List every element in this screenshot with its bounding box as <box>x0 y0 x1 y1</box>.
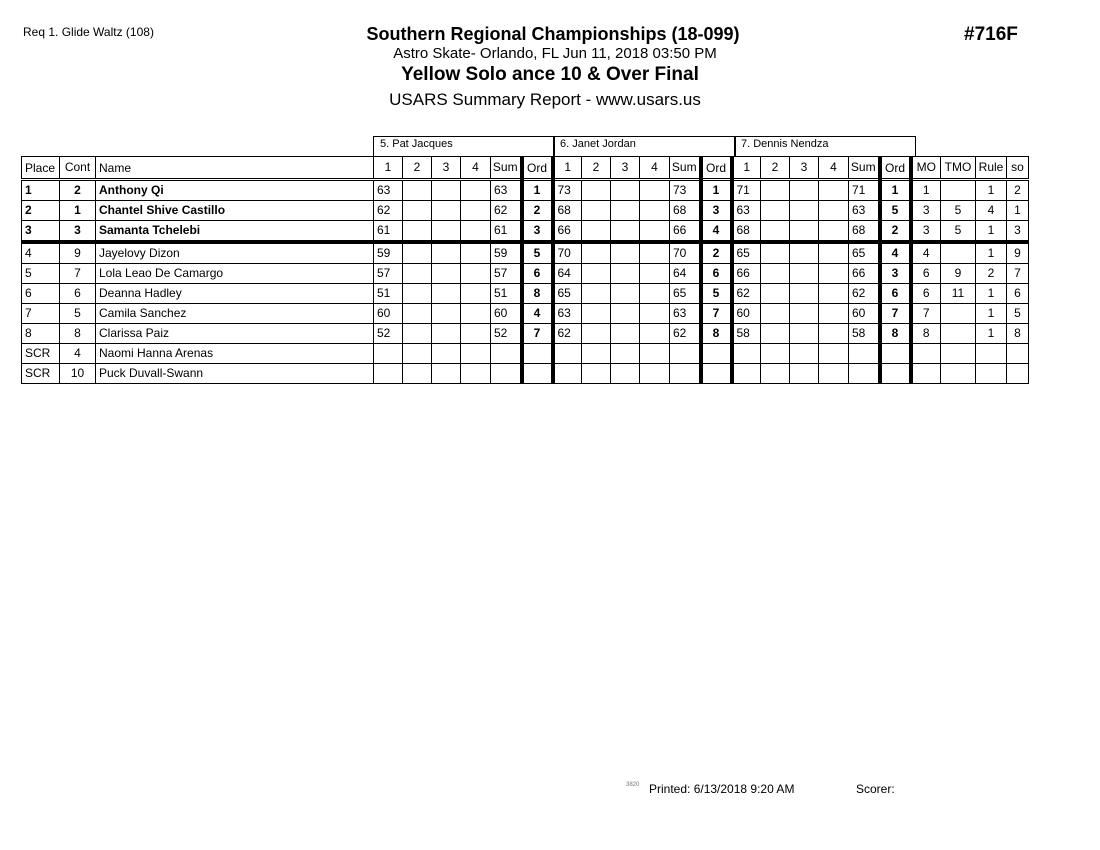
score-2-cell <box>403 284 432 304</box>
rule-cell <box>976 344 1007 364</box>
score-4-cell <box>640 284 670 304</box>
so-cell: 8 <box>1007 324 1029 344</box>
cont-cell: 8 <box>60 324 96 344</box>
score-1-cell: 71 <box>732 180 761 201</box>
col-header-j5-3: 3 <box>432 157 461 180</box>
score-1-cell: 66 <box>553 221 582 243</box>
so-cell: 6 <box>1007 284 1029 304</box>
score-1-cell <box>732 364 761 384</box>
score-3-cell <box>611 304 640 324</box>
score-3-cell <box>611 344 640 364</box>
score-1-cell: 65 <box>553 284 582 304</box>
mo-cell: 8 <box>911 324 941 344</box>
rule-cell: 4 <box>976 201 1007 221</box>
ordinal-cell: 5 <box>522 242 553 264</box>
ordinal-cell: 5 <box>701 284 732 304</box>
col-header-j7-4: 4 <box>819 157 849 180</box>
judge-header-7: 7. Dennis Nendza <box>734 136 916 156</box>
so-cell: 7 <box>1007 264 1029 284</box>
ordinal-cell <box>880 344 911 364</box>
sum-cell: 71 <box>849 180 880 201</box>
name-cell: Jayelovy Dizon <box>96 242 374 264</box>
col-header-j7-1: 1 <box>732 157 761 180</box>
score-2-cell <box>403 264 432 284</box>
score-4-cell <box>640 201 670 221</box>
score-4-cell <box>819 264 849 284</box>
score-2-cell <box>761 304 790 324</box>
score-3-cell <box>790 324 819 344</box>
ordinal-cell <box>701 364 732 384</box>
event-name: Yellow Solo ance 10 & Over Final <box>401 64 699 85</box>
score-4-cell <box>461 264 491 284</box>
sum-cell: 62 <box>491 201 522 221</box>
rule-cell: 1 <box>976 324 1007 344</box>
score-2-cell <box>761 180 790 201</box>
score-4-cell <box>461 324 491 344</box>
ordinal-cell: 2 <box>701 242 732 264</box>
place-cell: 6 <box>22 284 60 304</box>
score-1-cell: 73 <box>553 180 582 201</box>
score-1-cell: 68 <box>553 201 582 221</box>
col-header-j6-1: 1 <box>553 157 582 180</box>
name-cell: Samanta Tchelebi <box>96 221 374 243</box>
score-1-cell: 62 <box>732 284 761 304</box>
score-4-cell <box>819 344 849 364</box>
score-4-cell <box>819 242 849 264</box>
score-1-cell: 51 <box>374 284 403 304</box>
table-row <box>22 201 1029 221</box>
printed-timestamp: Printed: 6/13/2018 9:20 AM <box>649 782 795 796</box>
score-4-cell <box>461 221 491 243</box>
score-3-cell <box>611 201 640 221</box>
mo-cell: 1 <box>911 180 941 201</box>
score-2-cell <box>403 364 432 384</box>
score-3-cell <box>432 201 461 221</box>
cont-cell: 9 <box>60 242 96 264</box>
results-table <box>21 156 1029 384</box>
col-header-j5-2: 2 <box>403 157 432 180</box>
score-2-cell <box>582 221 611 243</box>
score-2-cell <box>761 242 790 264</box>
score-2-cell <box>761 221 790 243</box>
judge-header-6: 6. Janet Jordan <box>553 136 736 156</box>
score-1-cell: 57 <box>374 264 403 284</box>
score-2-cell <box>761 264 790 284</box>
so-cell: 3 <box>1007 221 1029 243</box>
ordinal-cell <box>880 364 911 384</box>
rule-cell: 1 <box>976 221 1007 243</box>
score-2-cell <box>403 242 432 264</box>
rule-cell: 1 <box>976 242 1007 264</box>
score-4-cell <box>819 221 849 243</box>
tmo-cell <box>941 364 976 384</box>
report-name: USARS Summary Report - www.usars.us <box>389 90 701 109</box>
col-header-cont: Cont <box>60 157 96 180</box>
table-row <box>22 180 1029 201</box>
table-row <box>22 364 1029 384</box>
sum-cell: 64 <box>670 264 701 284</box>
footer-code: 3820 <box>626 782 640 788</box>
rule-cell: 1 <box>976 284 1007 304</box>
score-2-cell <box>403 304 432 324</box>
rule-cell: 1 <box>976 180 1007 201</box>
score-2-cell <box>403 180 432 201</box>
score-1-cell: 62 <box>374 201 403 221</box>
place-cell: 5 <box>22 264 60 284</box>
so-cell: 1 <box>1007 201 1029 221</box>
cont-cell: 4 <box>60 344 96 364</box>
score-2-cell <box>761 364 790 384</box>
place-cell: SCR <box>22 364 60 384</box>
tmo-cell: 9 <box>941 264 976 284</box>
requirement-label: Req 1. Glide Waltz (108) <box>23 25 154 39</box>
col-header-tmo: TMO <box>941 157 976 180</box>
col-header-j6-sum: Sum <box>670 157 701 180</box>
sum-cell <box>491 344 522 364</box>
cont-cell: 10 <box>60 364 96 384</box>
score-4-cell <box>819 201 849 221</box>
score-3-cell <box>611 221 640 243</box>
name-cell: Deanna Hadley <box>96 284 374 304</box>
mo-cell: 3 <box>911 201 941 221</box>
sum-cell: 63 <box>670 304 701 324</box>
so-cell <box>1007 364 1029 384</box>
score-1-cell: 60 <box>374 304 403 324</box>
sum-cell: 66 <box>849 264 880 284</box>
rule-cell: 1 <box>976 304 1007 324</box>
sum-cell: 60 <box>849 304 880 324</box>
cont-cell: 7 <box>60 264 96 284</box>
ordinal-cell: 7 <box>522 324 553 344</box>
sum-cell: 62 <box>849 284 880 304</box>
table-row <box>22 324 1029 344</box>
score-3-cell <box>432 284 461 304</box>
place-cell: 8 <box>22 324 60 344</box>
score-1-cell <box>553 344 582 364</box>
tmo-cell <box>941 344 976 364</box>
score-1-cell: 58 <box>732 324 761 344</box>
so-cell: 2 <box>1007 180 1029 201</box>
score-2-cell <box>761 324 790 344</box>
name-cell: Anthony Qi <box>96 180 374 201</box>
ordinal-cell: 8 <box>701 324 732 344</box>
ordinal-cell: 8 <box>880 324 911 344</box>
sum-cell: 59 <box>491 242 522 264</box>
score-1-cell: 66 <box>732 264 761 284</box>
score-3-cell <box>432 221 461 243</box>
ordinal-cell: 5 <box>880 201 911 221</box>
mo-cell: 7 <box>911 304 941 324</box>
ordinal-cell: 7 <box>701 304 732 324</box>
score-1-cell: 65 <box>732 242 761 264</box>
score-2-cell <box>761 284 790 304</box>
sum-cell: 58 <box>849 324 880 344</box>
score-2-cell <box>582 324 611 344</box>
score-1-cell <box>553 364 582 384</box>
ordinal-cell: 3 <box>701 201 732 221</box>
sum-cell: 65 <box>670 284 701 304</box>
venue-datetime: Astro Skate- Orlando, FL Jun 11, 2018 03:50 PM <box>393 45 717 62</box>
sum-cell: 57 <box>491 264 522 284</box>
score-3-cell <box>611 264 640 284</box>
sum-cell <box>849 364 880 384</box>
sum-cell <box>491 364 522 384</box>
mo-cell: 4 <box>911 242 941 264</box>
score-3-cell <box>432 364 461 384</box>
tmo-cell: 5 <box>941 201 976 221</box>
score-3-cell <box>790 344 819 364</box>
ordinal-cell: 1 <box>522 180 553 201</box>
ordinal-cell: 3 <box>522 221 553 243</box>
name-cell: Clarissa Paiz <box>96 324 374 344</box>
score-2-cell <box>761 201 790 221</box>
score-2-cell <box>582 180 611 201</box>
score-1-cell: 63 <box>374 180 403 201</box>
score-1-cell: 70 <box>553 242 582 264</box>
score-3-cell <box>790 364 819 384</box>
place-cell: SCR <box>22 344 60 364</box>
ordinal-cell: 6 <box>880 284 911 304</box>
sum-cell: 61 <box>491 221 522 243</box>
score-3-cell <box>432 304 461 324</box>
score-3-cell <box>432 324 461 344</box>
mo-cell: 6 <box>911 284 941 304</box>
score-2-cell <box>403 344 432 364</box>
score-3-cell <box>432 344 461 364</box>
sum-cell: 65 <box>849 242 880 264</box>
score-2-cell <box>582 264 611 284</box>
mo-cell: 3 <box>911 221 941 243</box>
name-cell: Camila Sanchez <box>96 304 374 324</box>
score-4-cell <box>819 304 849 324</box>
ordinal-cell: 4 <box>880 242 911 264</box>
score-1-cell <box>732 344 761 364</box>
tmo-cell: 11 <box>941 284 976 304</box>
score-1-cell: 60 <box>732 304 761 324</box>
score-4-cell <box>461 201 491 221</box>
score-3-cell <box>790 284 819 304</box>
so-cell: 5 <box>1007 304 1029 324</box>
col-header-mo: MO <box>911 157 941 180</box>
table-row <box>22 242 1029 264</box>
col-header-j7-sum: Sum <box>849 157 880 180</box>
sum-cell <box>670 364 701 384</box>
score-2-cell <box>403 221 432 243</box>
col-header-j7-3: 3 <box>790 157 819 180</box>
mo-cell <box>911 364 941 384</box>
score-1-cell: 63 <box>732 201 761 221</box>
ordinal-cell: 6 <box>522 264 553 284</box>
tmo-cell <box>941 180 976 201</box>
score-4-cell <box>640 264 670 284</box>
score-4-cell <box>461 344 491 364</box>
place-cell: 4 <box>22 242 60 264</box>
col-header-j6-2: 2 <box>582 157 611 180</box>
score-3-cell <box>611 180 640 201</box>
col-header-j6-ord: Ord <box>701 157 732 180</box>
event-number: #716F <box>964 24 1018 45</box>
score-1-cell: 59 <box>374 242 403 264</box>
score-2-cell <box>582 344 611 364</box>
score-4-cell <box>461 364 491 384</box>
sum-cell: 66 <box>670 221 701 243</box>
sum-cell: 68 <box>849 221 880 243</box>
score-1-cell <box>374 344 403 364</box>
col-header-j7-ord: Ord <box>880 157 911 180</box>
place-cell: 7 <box>22 304 60 324</box>
ordinal-cell <box>522 364 553 384</box>
score-4-cell <box>640 180 670 201</box>
so-cell: 9 <box>1007 242 1029 264</box>
score-1-cell: 52 <box>374 324 403 344</box>
score-3-cell <box>790 180 819 201</box>
score-1-cell: 62 <box>553 324 582 344</box>
col-header-j5-sum: Sum <box>491 157 522 180</box>
score-3-cell <box>790 304 819 324</box>
score-2-cell <box>761 344 790 364</box>
score-4-cell <box>461 284 491 304</box>
header-row <box>22 157 1029 180</box>
score-3-cell <box>790 221 819 243</box>
col-header-j6-4: 4 <box>640 157 670 180</box>
ordinal-cell <box>701 344 732 364</box>
table-row <box>22 221 1029 243</box>
score-3-cell <box>611 324 640 344</box>
sum-cell: 68 <box>670 201 701 221</box>
col-header-name: Name <box>96 157 374 180</box>
col-header-rule: Rule <box>976 157 1007 180</box>
rule-cell <box>976 364 1007 384</box>
ordinal-cell: 8 <box>522 284 553 304</box>
name-cell: Chantel Shive Castillo <box>96 201 374 221</box>
sum-cell: 63 <box>491 180 522 201</box>
cont-cell: 5 <box>60 304 96 324</box>
score-3-cell <box>611 364 640 384</box>
score-4-cell <box>640 242 670 264</box>
score-4-cell <box>640 221 670 243</box>
tmo-cell <box>941 242 976 264</box>
sum-cell: 63 <box>849 201 880 221</box>
score-3-cell <box>432 180 461 201</box>
col-header-place: Place <box>22 157 60 180</box>
ordinal-cell: 2 <box>880 221 911 243</box>
score-1-cell: 61 <box>374 221 403 243</box>
score-4-cell <box>461 304 491 324</box>
ordinal-cell: 3 <box>880 264 911 284</box>
col-header-so: so <box>1007 157 1029 180</box>
place-cell: 1 <box>22 180 60 201</box>
name-cell: Naomi Hanna Arenas <box>96 344 374 364</box>
score-4-cell <box>640 304 670 324</box>
sum-cell: 62 <box>670 324 701 344</box>
score-3-cell <box>432 242 461 264</box>
cont-cell: 3 <box>60 221 96 243</box>
score-3-cell <box>611 242 640 264</box>
ordinal-cell: 4 <box>701 221 732 243</box>
tmo-cell: 5 <box>941 221 976 243</box>
score-1-cell: 64 <box>553 264 582 284</box>
sum-cell: 51 <box>491 284 522 304</box>
rule-cell: 2 <box>976 264 1007 284</box>
col-header-j6-3: 3 <box>611 157 640 180</box>
cont-cell: 2 <box>60 180 96 201</box>
ordinal-cell: 2 <box>522 201 553 221</box>
col-header-j5-4: 4 <box>461 157 491 180</box>
col-header-j7-2: 2 <box>761 157 790 180</box>
score-1-cell <box>374 364 403 384</box>
sum-cell <box>670 344 701 364</box>
score-4-cell <box>640 344 670 364</box>
ordinal-cell: 6 <box>701 264 732 284</box>
ordinal-cell <box>522 344 553 364</box>
sum-cell <box>849 344 880 364</box>
score-2-cell <box>403 324 432 344</box>
score-2-cell <box>582 242 611 264</box>
competition-title: Southern Regional Championships (18-099) <box>366 24 740 44</box>
score-1-cell: 63 <box>553 304 582 324</box>
sum-cell: 73 <box>670 180 701 201</box>
score-3-cell <box>790 242 819 264</box>
table-row <box>22 344 1029 364</box>
score-2-cell <box>582 201 611 221</box>
score-2-cell <box>582 284 611 304</box>
col-header-j5-1: 1 <box>374 157 403 180</box>
name-cell: Puck Duvall-Swann <box>96 364 374 384</box>
score-4-cell <box>819 324 849 344</box>
name-cell: Lola Leao De Camargo <box>96 264 374 284</box>
tmo-cell <box>941 304 976 324</box>
cont-cell: 1 <box>60 201 96 221</box>
so-cell <box>1007 344 1029 364</box>
ordinal-cell: 7 <box>880 304 911 324</box>
tmo-cell <box>941 324 976 344</box>
scorer-label: Scorer: <box>856 782 895 796</box>
table-row <box>22 284 1029 304</box>
table-row <box>22 264 1029 284</box>
mo-cell <box>911 344 941 364</box>
sum-cell: 60 <box>491 304 522 324</box>
sum-cell: 70 <box>670 242 701 264</box>
score-2-cell <box>582 304 611 324</box>
score-2-cell <box>582 364 611 384</box>
ordinal-cell: 1 <box>701 180 732 201</box>
judge-header-5: 5. Pat Jacques <box>373 136 555 156</box>
score-4-cell <box>461 180 491 201</box>
score-3-cell <box>790 264 819 284</box>
score-2-cell <box>403 201 432 221</box>
score-4-cell <box>640 324 670 344</box>
col-header-j5-ord: Ord <box>522 157 553 180</box>
score-4-cell <box>819 364 849 384</box>
place-cell: 2 <box>22 201 60 221</box>
mo-cell: 6 <box>911 264 941 284</box>
table-row <box>22 304 1029 324</box>
sum-cell: 52 <box>491 324 522 344</box>
score-3-cell <box>432 264 461 284</box>
score-3-cell <box>790 201 819 221</box>
cont-cell: 6 <box>60 284 96 304</box>
ordinal-cell: 4 <box>522 304 553 324</box>
score-4-cell <box>819 284 849 304</box>
score-3-cell <box>611 284 640 304</box>
ordinal-cell: 1 <box>880 180 911 201</box>
score-4-cell <box>640 364 670 384</box>
score-4-cell <box>819 180 849 201</box>
score-4-cell <box>461 242 491 264</box>
score-1-cell: 68 <box>732 221 761 243</box>
place-cell: 3 <box>22 221 60 243</box>
